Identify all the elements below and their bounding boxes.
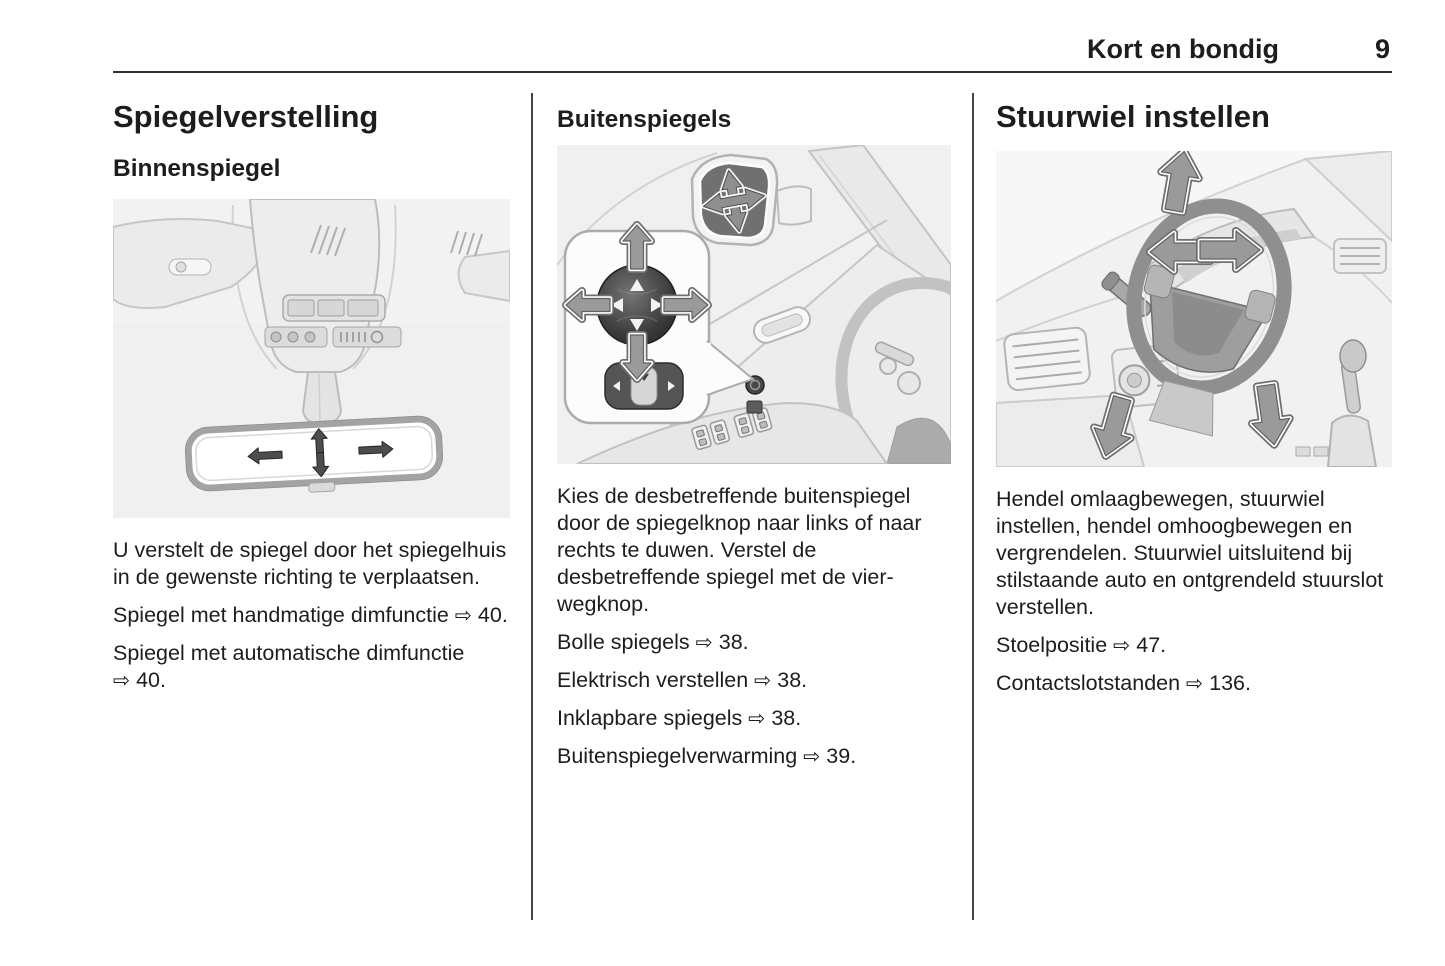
page-reference-arrow-icon: ⇨ [748,706,766,731]
pad-left-arrow-icon [566,291,610,319]
page-reference-arrow-icon: ⇨ [454,603,472,628]
page-reference-page: 39. [826,744,857,769]
figure-exterior-mirror-control [557,145,951,464]
page-reference [996,632,1392,659]
page-reference-label: Stoelpositie [996,632,1108,657]
body-paragraph: U verstelt de spiegel door het spiegelhuis in de gewenste richting te verplaatsen. [113,538,507,590]
air-vent [1003,326,1090,390]
page-reference-label: Contactslotstanden [996,670,1181,695]
page-reference-arrow-icon: ⇨ [695,630,713,655]
pad-up-arrow-icon [623,225,651,269]
mirror-stem [303,372,341,425]
page-reference [113,602,510,629]
page-reference [996,670,1392,697]
page-reference-label: Bolle spiegels [557,630,690,655]
page-reference [557,743,951,770]
page-reference-arrow-icon: ⇨ [754,668,772,693]
column-steering-wheel [996,93,1392,920]
section-heading: Stuurwiel instellen [996,99,1270,134]
figure-interior-mirror [113,199,510,518]
page-reference-page: 38. [718,630,749,655]
page-reference [557,667,951,694]
page-reference-page: 38. [771,706,802,731]
page-reference-label: Spiegel met automatische dimfunctie [113,641,465,666]
page-reference-page: 40. [136,668,166,693]
page-reference-label: Buitenspiegelverwarming [557,744,798,769]
body-paragraph: Kies de desbetreffende buitenspiegel door de spiegelknop naar links of naar rechts te duwen. Verstel de desbetreffende spiegel met de vierwegknop. [557,484,922,617]
page-reference-label: Inklapbare spiegels [557,706,743,731]
column-mirror-adjustment [113,93,510,920]
body-paragraph: Hendel omlaagbewegen, stuurwiel instellen, hendel omhoogbewegen en vergrendelen. Stuurwiel uitsluitend bij stilstaande auto en ontgrendeld stuurslot verstellen. [996,486,1384,619]
page-reference-label: Elektrisch verstellen [557,668,749,693]
page-number: 9 [1374,34,1390,64]
section-heading: Spiegelverstelling [113,99,379,134]
section-subheading: Buitenspiegels [557,106,732,133]
page-reference-page: 40. [477,603,508,628]
page-reference-arrow-icon: ⇨ [803,744,821,769]
content-columns [113,93,1392,920]
page-reference [557,705,951,732]
page-reference-page: 136. [1209,670,1251,695]
page-reference [557,629,951,656]
section-subheading: Binnenspiegel [113,154,281,182]
page-reference [113,640,510,694]
page-reference-arrow-icon: ⇨ [1186,670,1204,695]
column-exterior-mirrors [557,93,951,920]
page-reference-page: 38. [777,668,808,693]
page-reference-label: Spiegel met handmatige dimfunctie [113,603,449,628]
column-divider [531,93,533,920]
page-reference-arrow-icon: ⇨ [1113,632,1131,657]
chapter-title: Kort en bondig [1087,34,1279,64]
column-divider [972,93,974,920]
pad-down-arrow-icon [623,335,651,379]
figure-steering-wheel-adjustment [996,151,1392,467]
page-header [113,0,1392,73]
pad-right-arrow-icon [664,291,708,319]
page-reference-page: 47. [1136,632,1167,657]
page-reference-arrow-icon: ⇨ [113,668,131,693]
